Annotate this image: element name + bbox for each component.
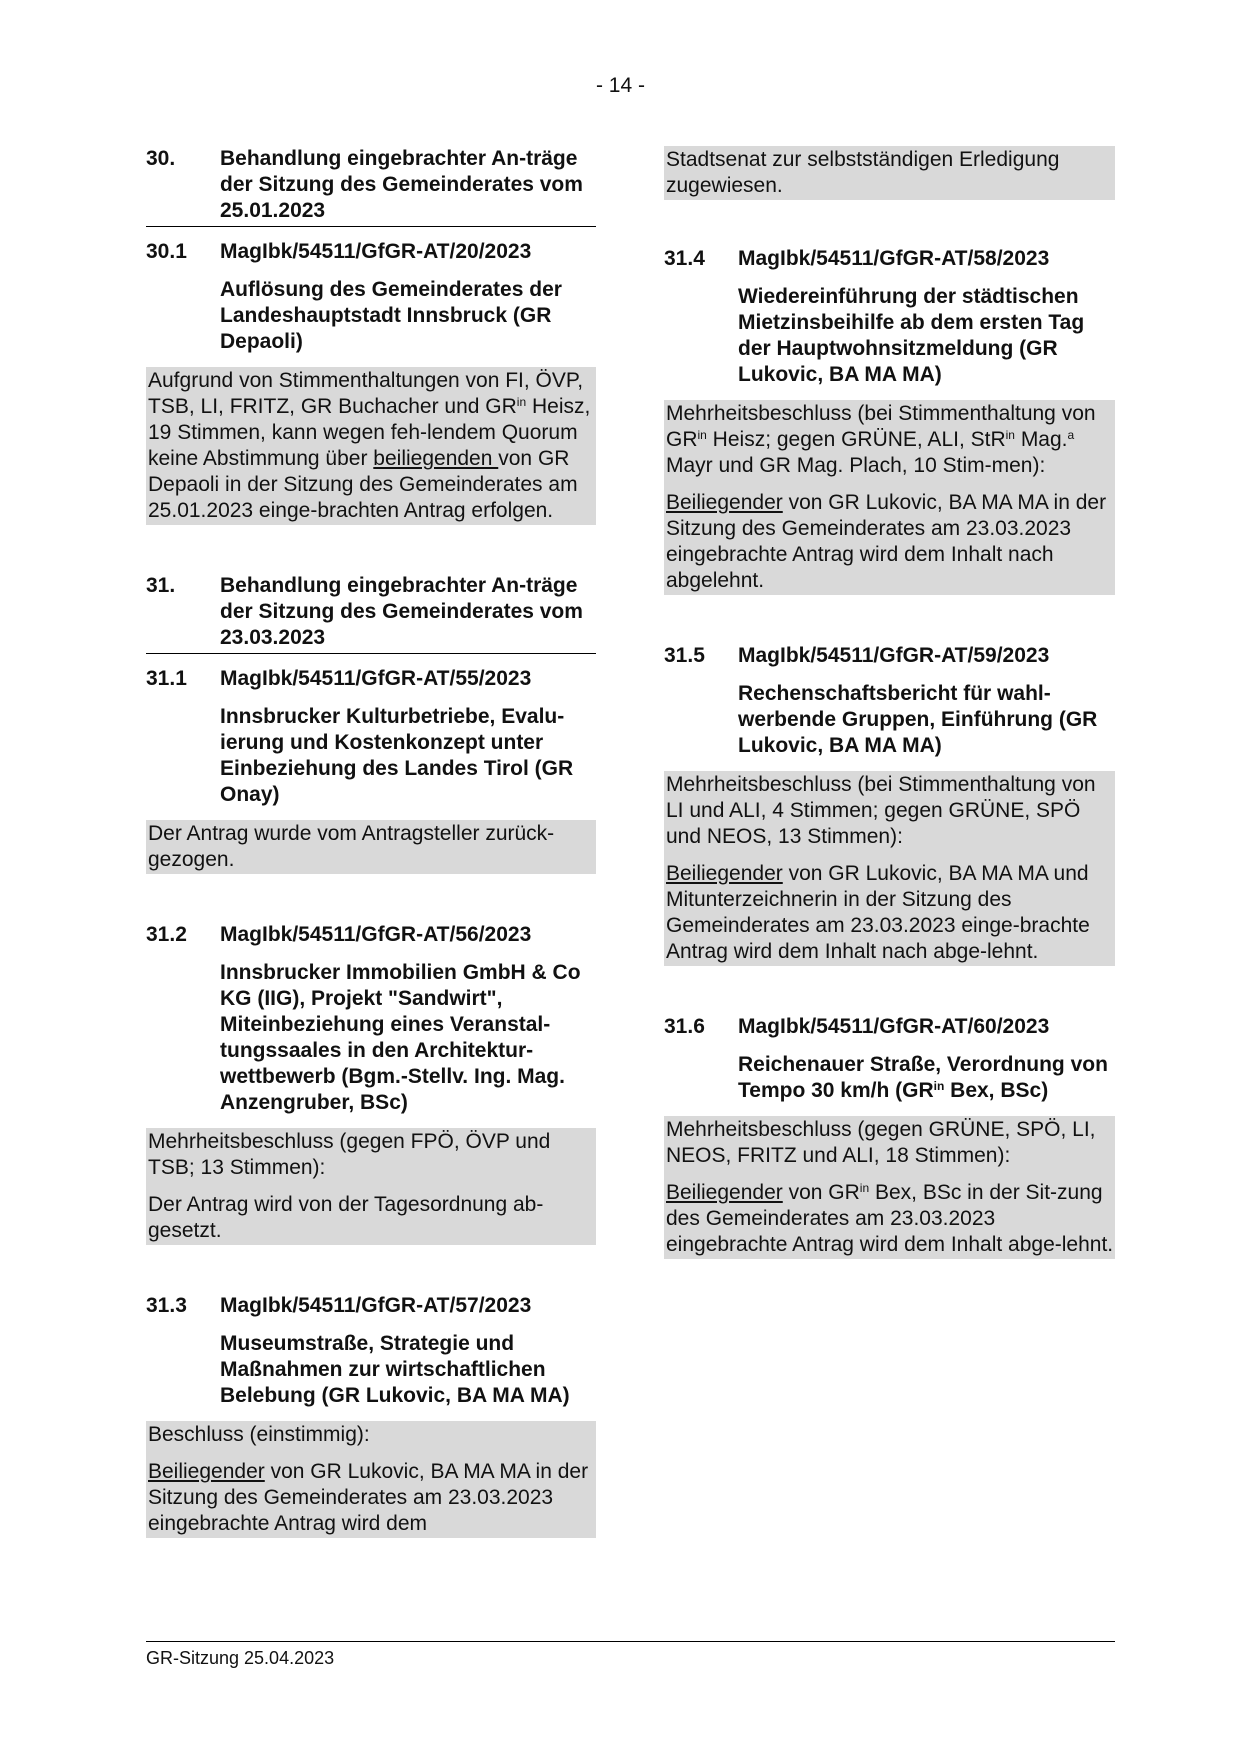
item-31-1: [146, 666, 596, 874]
vote-result: Mehrheitsbeschluss (gegen GRÜNE, SPÖ, LI, NEOS, FRITZ und ALI, 18 Stimmen):: [666, 1118, 1096, 1167]
resolution-text: Beiliegender von GR Lukovic, BA MA MA und Mitunterzeichnerin in der Sitzung des Gemeinderates am 23.03.2023 einge-brachte Antrag wird dem Inhalt nach abge-lehnt.: [666, 862, 1090, 963]
item-heading: [664, 1014, 1115, 1040]
item-reference: MagIbk/54511/GfGR-AT/56/2023: [220, 923, 532, 946]
item-reference: MagIbk/54511/GfGR-AT/57/2023: [220, 1294, 532, 1317]
item-31-3: [146, 1293, 596, 1538]
item-31-4: [664, 246, 1115, 595]
resolution-text: Stadtsenat zur selbstständigen Erledigung zugewiesen.: [666, 148, 1060, 197]
item-31-6: [664, 1014, 1115, 1259]
item-subject: Innsbrucker Immobilien GmbH & Co KG (IIG), Projekt "Sandwirt", Miteinbeziehung eines Veranstal-tungssaales in den Architektur-wettbewerb (Bgm.-Stellv. Ing. Mag. Anzengruber, BSc): [220, 961, 581, 1114]
right-column: [664, 146, 1115, 1259]
vote-result: Mehrheitsbeschluss (gegen FPÖ, ÖVP und TSB; 13 Stimmen):: [148, 1130, 551, 1179]
vote-result: Mehrheitsbeschluss (bei Stimmenthaltung von LI und ALI, 4 Stimmen; gegen GRÜNE, SPÖ und NEOS, 13 Stimmen):: [666, 773, 1096, 848]
footer-divider: [146, 1641, 1115, 1642]
resolution-box: [664, 400, 1115, 595]
item-number: 31.5: [664, 644, 705, 667]
section-title: Behandlung eingebrachter An-träge der Sitzung des Gemeinderates vom 23.03.2023: [220, 574, 583, 649]
section-heading: [146, 573, 596, 654]
section-30: [146, 146, 596, 227]
item-reference: MagIbk/54511/GfGR-AT/20/2023: [220, 240, 532, 263]
item-heading: [146, 239, 596, 265]
item-reference: MagIbk/54511/GfGR-AT/55/2023: [220, 667, 532, 690]
item-number: 31.4: [664, 247, 705, 270]
item-heading: [664, 246, 1115, 272]
item-number: 31.3: [146, 1294, 187, 1317]
left-column: [146, 146, 596, 1538]
resolution-text: Beiliegender von GR Lukovic, BA MA MA in der Sitzung des Gemeinderates am 23.03.2023 eingebrachte Antrag wird dem Inhalt nach abgelehnt.: [666, 491, 1107, 592]
item-number: 31.1: [146, 667, 187, 690]
item-heading: [146, 922, 596, 948]
vote-result: Beschluss (einstimmig):: [148, 1423, 370, 1446]
item-reference: MagIbk/54511/GfGR-AT/59/2023: [738, 644, 1050, 667]
item-reference: MagIbk/54511/GfGR-AT/58/2023: [738, 247, 1050, 270]
resolution-box: [146, 367, 596, 525]
item-number: 31.6: [664, 1015, 705, 1038]
section-number: 31.: [146, 574, 176, 597]
resolution-box: [146, 1421, 596, 1538]
page-number: - 14 -: [595, 74, 645, 97]
resolution-text: Aufgrund von Stimmenthaltungen von FI, ÖVP, TSB, LI, FRITZ, GR Buchacher und $GR^{in}$ Heisz, 19 Stimmen, kann wegen feh-lendem Quorum keine Abstimmung über beiliegenden von GR Depaoli in der Sitzung des Gemeinderates am 25.01.2023 einge-brachten Antrag erfolgen.: [148, 369, 591, 522]
section-31: [146, 573, 596, 654]
item-number: 30.1: [146, 240, 187, 263]
item-31-5: [664, 643, 1115, 966]
item-heading: [146, 1293, 596, 1319]
section-title: Behandlung eingebrachter An-träge der Sitzung des Gemeinderates vom 25.01.2023: [220, 147, 583, 222]
resolution-box: [146, 820, 596, 874]
item-heading: [664, 643, 1115, 669]
item-subject: Museumstraße, Strategie und Maßnahmen zur wirtschaftlichen Belebung (GR Lukovic, BA MA MA): [220, 1332, 570, 1407]
item-subject: Wiedereinführung der städtischen Mietzinsbeihilfe ab dem ersten Tag der Hauptwohnsitzmeldung (GR Lukovic, BA MA MA): [738, 285, 1085, 386]
item-30-1: [146, 239, 596, 525]
resolution-box: [146, 1128, 596, 1245]
continued-resolution-box: [664, 146, 1115, 200]
resolution-text: Beiliegender von $GR^{in}$ Bex, BSc in der Sit-zung des Gemeinderates am 23.03.2023 eingebrachte Antrag wird dem Inhalt abge-lehnt.: [666, 1181, 1114, 1256]
vote-result: Mehrheitsbeschluss (bei Stimmenthaltung von $GR^{in}$ Heisz; gegen GRÜNE, ALI, StR$^{in}$ Mag.$^a$ Mayr und GR Mag. Plach, 10 Stim-men):: [666, 402, 1096, 477]
item-subject: Rechenschaftsbericht für wahl-werbende Gruppen, Einführung (GR Lukovic, BA MA MA): [738, 682, 1098, 757]
section-heading: [146, 146, 596, 227]
section-number: 30.: [146, 147, 176, 170]
item-subject: Auflösung des Gemeinderates der Landeshauptstadt Innsbruck (GR Depaoli): [220, 278, 562, 353]
item-heading: [146, 666, 596, 692]
item-subject: Reichenauer Straße, Verordnung von Tempo 30 km/h ($GR^{in}$ Bex, BSc): [738, 1053, 1108, 1102]
resolution-text: Beiliegender von GR Lukovic, BA MA MA in der Sitzung des Gemeinderates am 23.03.2023 eingebrachte Antrag wird dem: [148, 1460, 589, 1535]
item-31-2: [146, 922, 596, 1245]
item-reference: MagIbk/54511/GfGR-AT/60/2023: [738, 1015, 1050, 1038]
resolution-text: Der Antrag wird von der Tagesordnung ab-gesetzt.: [148, 1193, 544, 1242]
resolution-box: [664, 771, 1115, 966]
resolution-text: Der Antrag wurde vom Antragsteller zurück-gezogen.: [148, 822, 555, 871]
item-number: 31.2: [146, 923, 187, 946]
item-subject: Innsbrucker Kulturbetriebe, Evalu-ierung und Kostenkonzept unter Einbeziehung des Landes Tirol (GR Onay): [220, 705, 574, 806]
resolution-box: [664, 1116, 1115, 1259]
footer-text: GR-Sitzung 25.04.2023: [146, 1648, 335, 1668]
